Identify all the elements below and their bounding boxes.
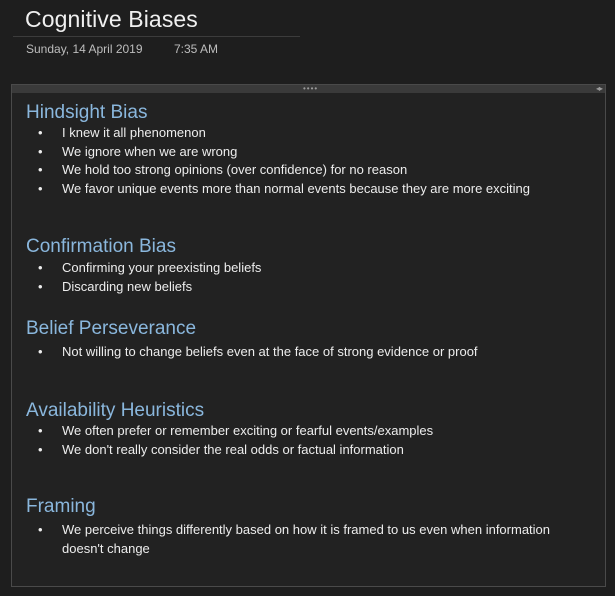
list-item-text: We ignore when we are wrong bbox=[62, 143, 238, 159]
list-item[interactable] bbox=[26, 161, 582, 180]
list-item-text: Not willing to change beliefs even at the face of strong evidence or proof bbox=[62, 344, 478, 359]
list-item-text: We hold too strong opinions (over confidence) for no reason bbox=[62, 162, 408, 177]
container-top-bar[interactable] bbox=[12, 85, 605, 93]
list-item-text: We perceive things differently based on how it is framed to us even when information doesn't change bbox=[62, 522, 551, 556]
section-heading-hindsight-bias[interactable]: Hindsight Bias bbox=[26, 102, 148, 123]
page-time: 7:35 AM bbox=[174, 42, 219, 56]
drag-handle-icon[interactable]: •••• bbox=[303, 84, 319, 93]
page-date: Sunday, 14 April 2019 bbox=[26, 42, 143, 56]
bullet-icon: • bbox=[38, 522, 43, 537]
bullet-icon: • bbox=[38, 180, 43, 196]
list-item-text: We favor unique events more than normal events because they are more exciting bbox=[62, 180, 531, 196]
list-item[interactable] bbox=[26, 441, 582, 460]
bullet-icon: • bbox=[38, 143, 43, 159]
bullet-icon: • bbox=[38, 260, 43, 275]
bullet-list-availability-heuristics bbox=[26, 422, 582, 459]
bullet-list-belief-perseverance bbox=[26, 343, 582, 362]
resize-arrows-icon[interactable]: ◂▸ bbox=[595, 84, 602, 93]
list-item-text: We often prefer or remember exciting or fearful events/examples bbox=[62, 423, 434, 438]
bullet-icon: • bbox=[38, 278, 43, 294]
list-item-text: I knew it all phenomenon bbox=[62, 125, 206, 140]
bullet-icon: • bbox=[38, 125, 43, 140]
list-item[interactable] bbox=[26, 422, 582, 441]
section-heading-framing[interactable]: Framing bbox=[26, 496, 96, 517]
list-item[interactable] bbox=[26, 143, 582, 162]
page-title[interactable]: Cognitive Biases bbox=[25, 6, 198, 32]
list-item[interactable] bbox=[26, 180, 582, 199]
list-item[interactable] bbox=[26, 343, 582, 362]
list-item[interactable] bbox=[26, 259, 582, 278]
bullet-list-framing bbox=[26, 521, 582, 558]
list-item-text: We don't really consider the real odds or factual information bbox=[62, 441, 404, 457]
section-heading-confirmation-bias[interactable]: Confirmation Bias bbox=[26, 236, 176, 257]
list-item[interactable] bbox=[26, 278, 582, 297]
list-item-text: Confirming your preexisting beliefs bbox=[62, 260, 262, 275]
bullet-list-confirmation-bias bbox=[26, 259, 582, 296]
list-item[interactable] bbox=[26, 124, 582, 143]
section-heading-belief-perseverance[interactable]: Belief Perseverance bbox=[26, 318, 197, 339]
bullet-icon: • bbox=[38, 162, 43, 177]
section-heading-availability-heuristics[interactable]: Availability Heuristics bbox=[26, 400, 205, 421]
bullet-icon: • bbox=[38, 423, 43, 438]
note-container[interactable] bbox=[11, 84, 606, 587]
bullet-list-hindsight-bias bbox=[26, 124, 582, 198]
list-item[interactable] bbox=[26, 521, 582, 558]
title-underline bbox=[13, 36, 300, 37]
bullet-icon: • bbox=[38, 441, 43, 457]
list-item-text: Discarding new beliefs bbox=[62, 278, 193, 294]
bullet-icon: • bbox=[38, 344, 43, 359]
